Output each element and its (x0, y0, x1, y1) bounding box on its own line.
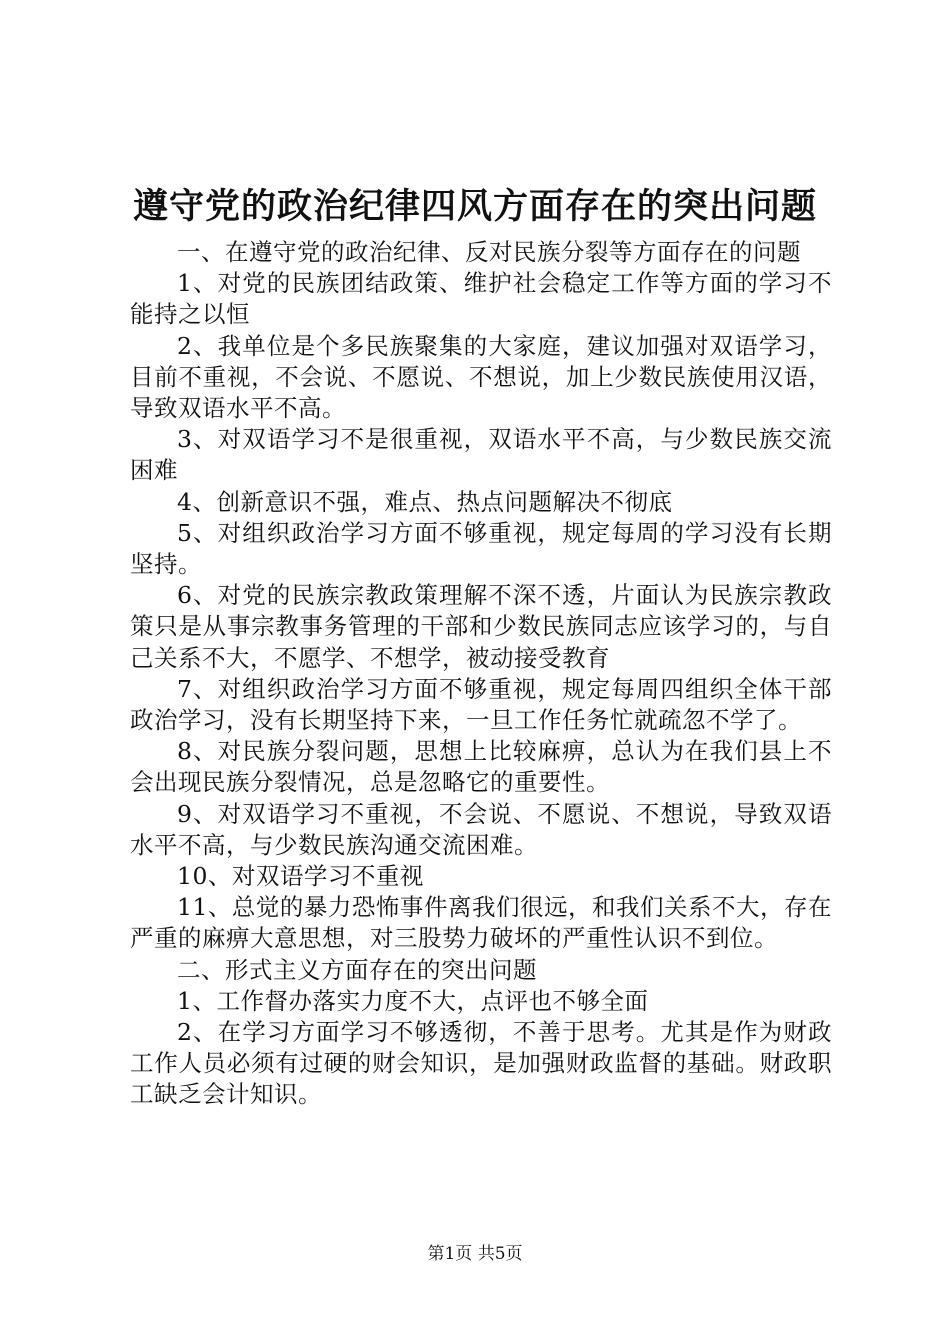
paragraph-item: 1、工作督办落实力度不大，点评也不够全面 (177, 986, 649, 1015)
paragraph-section-2-heading: 二、形式主义方面存在的突出问题 (177, 955, 537, 984)
paragraph-item: 2、我单位是个多民族聚集的大家庭，建议加强对双语学习，目前不重视，不会说、不愿说、不想说，加上少数民族使用汉语，导致双语水平不高。 (130, 331, 832, 423)
paragraph-item: 11、总觉的暴力恐怖事件离我们很远，和我们关系不大，存在严重的麻痹大意思想，对三股势力破坏的严重性认识不到位。 (130, 893, 832, 953)
paragraph-item: 6、对党的民族宗教政策理解不深不透，片面认为民族宗教政策只是从事宗教事务管理的干部和少数民族同志应该学习的，与自己关系不大，不愿学、不想学，被动接受教育 (130, 581, 832, 672)
document-body (130, 237, 832, 1111)
document-title: 遵守党的政治纪律四风方面存在的突出问题 (132, 186, 817, 227)
paragraph-item: 9、对双语学习不重视，不会说、不愿说、不想说，导致双语水平不高，与少数民族沟通交流困难。 (130, 799, 832, 859)
paragraph-item: 5、对组织政治学习方面不够重视，规定每周的学习没有长期坚持。 (130, 518, 832, 579)
paragraph-item: 7、对组织政治学习方面不够重视，规定每周四组织全体干部政治学习，没有长期坚持下来，一旦工作任务忙就疏忽不学了。 (130, 674, 832, 735)
page-number-footer: 第1页 共5页 (427, 1244, 523, 1264)
paragraph-item: 2、在学习方面学习不够透彻，不善于思考。尤其是作为财政工作人员必须有过硬的财会知识，是加强财政监督的基础。财政职工缺乏会计知识。 (130, 1018, 832, 1109)
paragraph-section-1-heading: 一、在遵守党的政治纪律、反对民族分裂等方面存在的问题 (177, 238, 801, 266)
paragraph-item: 1、对党的民族团结政策、维护社会稳定工作等方面的学习不能持之以恒 (130, 269, 832, 329)
paragraph-item: 10、对双语学习不重视 (177, 862, 424, 891)
paragraph-item: 3、对双语学习不是很重视，双语水平不高，与少数民族交流困难 (130, 425, 832, 485)
paragraph-item: 4、创新意识不强，难点、热点问题解决不彻底 (177, 487, 673, 516)
paragraph-item: 8、对民族分裂问题，思想上比较麻痹，总认为在我们县上不会出现民族分裂情况，总是忽略它的重要性。 (130, 737, 832, 797)
